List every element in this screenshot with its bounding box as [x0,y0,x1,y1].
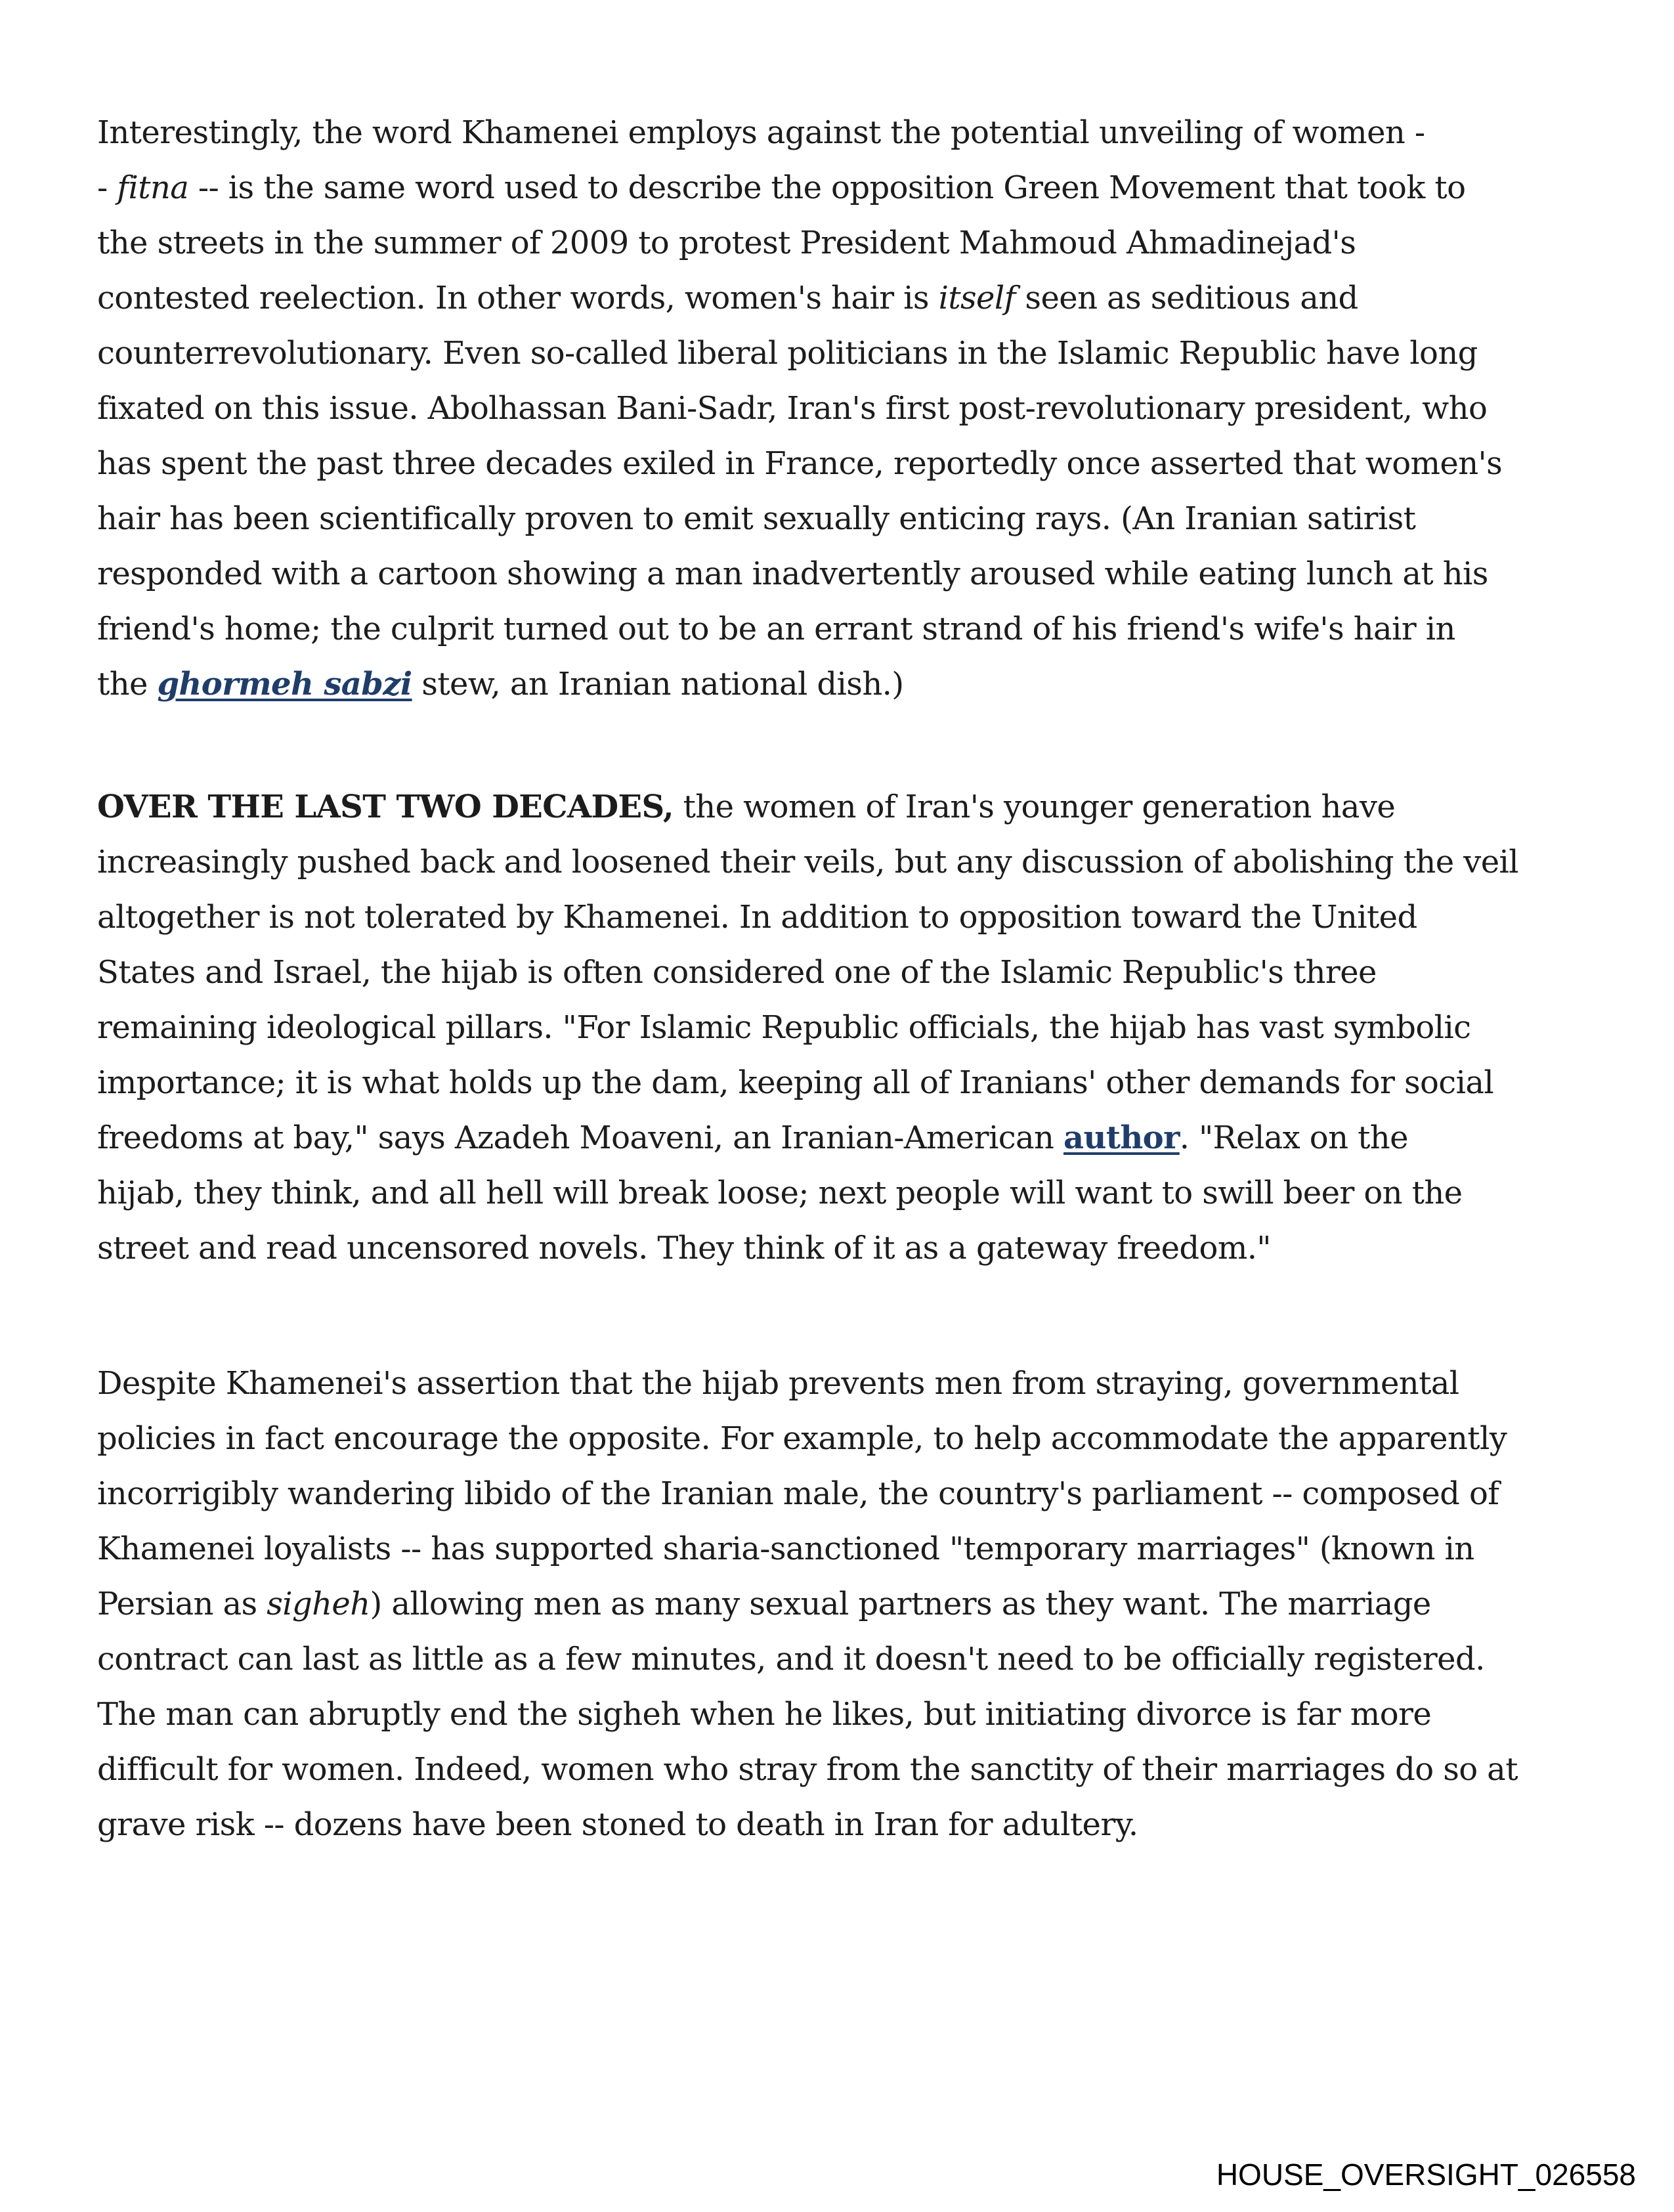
text-line: incorrigibly wandering libido of the Iranian male, the country's parliament -- composed of [97,1475,1499,1512]
paragraph-temporary-marriages [97,1356,1607,1852]
bold-lead-in: OVER THE LAST TWO DECADES, [97,789,674,825]
text-line: Despite Khamenei's assertion that the hijab prevents men from straying, governmental [97,1365,1459,1402]
text-line: responded with a cartoon showing a man inadvertently aroused while eating lunch at his [97,555,1488,592]
link-ghormeh-sabzi[interactable]: ghormeh sabzi [157,666,412,703]
text-line: freedoms at bay," says Azadeh Moaveni, an Iranian-American author. "Relax on the [97,1119,1408,1156]
text-line: fixated on this issue. Abolhassan Bani-Sadr, Iran's first post-revolutionary president, who [97,390,1488,427]
bates-number-footer: HOUSE_OVERSIGHT_026558 [1216,2158,1636,2192]
text-line: has spent the past three decades exiled in France, reportedly once asserted that women's [97,445,1503,482]
italic-term: sigheh [267,1586,370,1622]
italic-term: itself [938,280,1016,316]
text-line: the streets in the summer of 2009 to protest President Mahmoud Ahmadinejad's [97,225,1356,261]
text-line: OVER THE LAST TWO DECADES, the women of Iran's younger generation have [97,789,1396,825]
text-line: hair has been scientifically proven to emit sexually enticing rays. (An Iranian satirist [97,500,1416,537]
text-line: difficult for women. Indeed, women who stray from the sanctity of their marriages do so at [97,1751,1518,1788]
text-line: the ghormeh sabzi stew, an Iranian national dish.) [97,666,904,703]
text-line: Khamenei loyalists -- has supported sharia-sanctioned "temporary marriages" (known in [97,1530,1474,1567]
text-line: States and Israel, the hijab is often considered one of the Islamic Republic's three [97,954,1377,991]
text-line: friend's home; the culprit turned out to be an errant strand of his friend's wife's hair in [97,611,1455,647]
text-line: importance; it is what holds up the dam, keeping all of Iranians' other demands for social [97,1064,1494,1101]
text-line: contract can last as little as a few minutes, and it doesn't need to be officially registered. [97,1641,1485,1678]
link-author[interactable]: author [1063,1119,1180,1156]
text-line: grave risk -- dozens have been stoned to death in Iran for adultery. [97,1806,1138,1843]
text-line: contested reelection. In other words, women's hair is itself seen as seditious and [97,280,1358,316]
paragraph-fitna-hair [97,105,1607,712]
text-line: The man can abruptly end the sigheh when he likes, but initiating divorce is far more [97,1696,1432,1733]
paragraph-last-two-decades [97,779,1607,1276]
text-line: altogether is not tolerated by Khamenei. In addition to opposition toward the United [97,899,1417,936]
text-line: Interestingly, the word Khamenei employs against the potential unveiling of women - [97,114,1425,151]
text-line: Persian as sigheh) allowing men as many sexual partners as they want. The marriage [97,1586,1431,1622]
text-line: - fitna -- is the same word used to describe the opposition Green Movement that took to [97,169,1466,206]
italic-term: fitna [117,169,189,206]
text-line: hijab, they think, and all hell will break loose; next people will want to swill beer on the [97,1175,1463,1211]
text-line: counterrevolutionary. Even so-called liberal politicians in the Islamic Republic have long [97,335,1478,372]
text-line: increasingly pushed back and loosened their veils, but any discussion of abolishing the veil [97,844,1519,880]
text-line: street and read uncensored novels. They think of it as a gateway freedom." [97,1230,1271,1267]
text-line: remaining ideological pillars. "For Islamic Republic officials, the hijab has vast symbolic [97,1009,1471,1046]
text-line: policies in fact encourage the opposite. For example, to help accommodate the apparently [97,1420,1507,1457]
